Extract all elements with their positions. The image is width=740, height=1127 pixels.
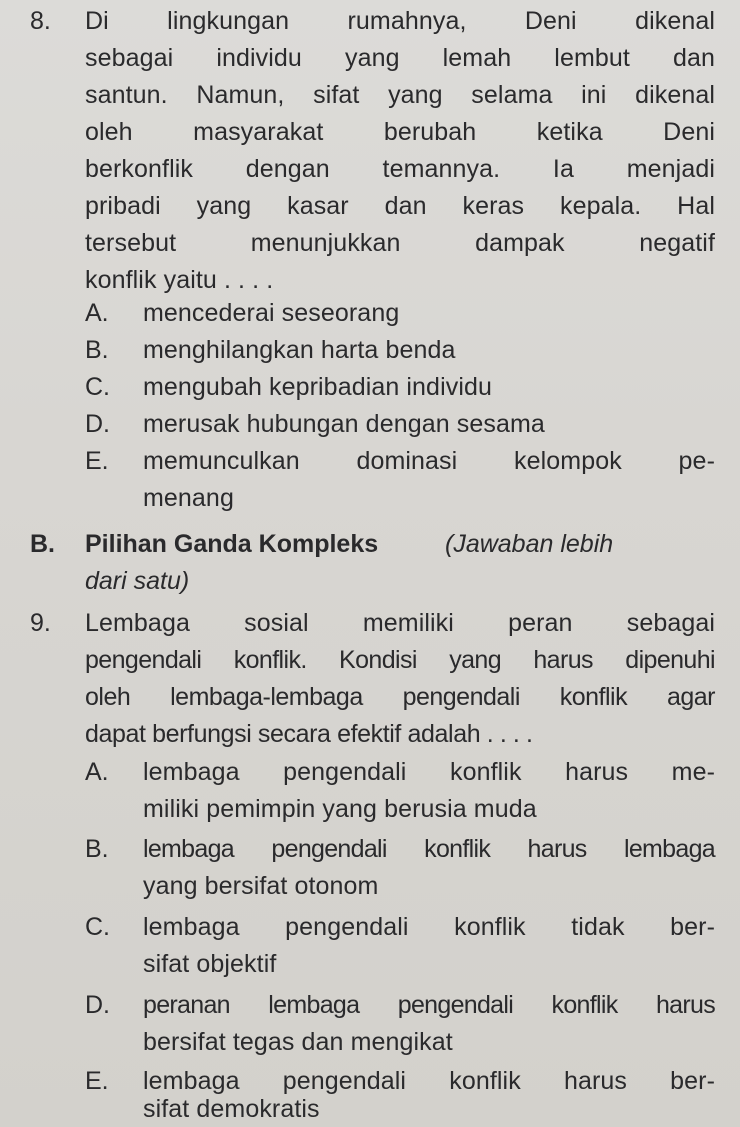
q9-option-a-letter: A. [85,758,109,786]
question-9-number: 9. [30,609,51,637]
question-8-number: 8. [30,7,51,35]
q8-stem-line-8: konflik yaitu . . . . [85,266,274,294]
q9-option-d-text-line-1: peranan lembaga pengendali konflik harus [143,991,715,1019]
q9-option-d-letter: D. [85,991,110,1019]
section-b-letter: B. [30,530,55,558]
q8-stem-line-4: oleh masyarakat berubah ketika Deni [85,118,715,146]
q8-option-d-letter: D. [85,410,110,438]
q8-option-b-letter: B. [85,336,109,364]
q9-option-c-letter: C. [85,913,110,941]
section-b-note-line-1: (Jawaban lebih [445,530,614,558]
q9-option-b-text-line-1: lembaga pengendali konflik harus lembaga [143,835,715,863]
q8-stem-line-5: berkonflik dengan temannya. Ia menjadi [85,155,715,183]
q8-option-e-letter: E. [85,447,109,475]
q8-stem-line-2: sebagai individu yang lemah lembut dan [85,44,715,72]
q9-option-b-text-line-2: yang bersifat otonom [143,872,379,900]
q8-option-e-text-line-2: menang [143,484,234,512]
q8-option-d-text: merusak hubungan dengan sesama [143,410,545,438]
q9-stem-line-3: oleh lembaga-lembaga pengendali konflik agar [85,683,715,711]
q9-option-c-text-line-2: sifat objektif [143,950,277,978]
q8-stem-line-1: Di lingkungan rumahnya, Deni dikenal [85,7,715,35]
section-b-note-line-2: dari satu) [85,567,190,595]
section-b-title: Pilihan Ganda Kompleks [85,530,379,558]
q9-option-e-text-line-1: lembaga pengendali konflik harus ber- [143,1067,715,1095]
q9-option-b-letter: B. [85,835,109,863]
q9-stem-line-2: pengendali konflik. Kondisi yang harus dipenuhi [85,646,715,674]
q9-option-c-text-line-1: lembaga pengendali konflik tidak ber- [143,913,715,941]
q9-option-e-text-line-2: sifat demokratis [143,1095,320,1123]
q9-stem-line-4: dapat berfungsi secara efektif adalah . . . . [85,720,533,748]
q9-option-a-text-line-1: lembaga pengendali konflik harus me- [143,758,715,786]
q8-option-a-text: mencederai seseorang [143,299,400,327]
q8-option-c-letter: C. [85,373,110,401]
q9-option-a-text-line-2: miliki pemimpin yang berusia muda [143,795,537,823]
q8-option-b-text: menghilangkan harta benda [143,336,456,364]
q9-stem-line-1: Lembaga sosial memiliki peran sebagai [85,609,715,637]
q8-stem-line-6: pribadi yang kasar dan keras kepala. Hal [85,192,715,220]
q8-stem-line-7: tersebut menunjukkan dampak negatif [85,229,715,257]
q8-stem-line-3: santun. Namun, sifat yang selama ini dikenal [85,81,715,109]
q9-option-d-text-line-2: bersifat tegas dan mengikat [143,1028,453,1056]
q9-option-e-letter: E. [85,1067,109,1095]
q8-option-c-text: mengubah kepribadian individu [143,373,492,401]
q8-option-a-letter: A. [85,299,109,327]
q8-option-e-text-line-1: memunculkan dominasi kelompok pe- [143,447,715,475]
